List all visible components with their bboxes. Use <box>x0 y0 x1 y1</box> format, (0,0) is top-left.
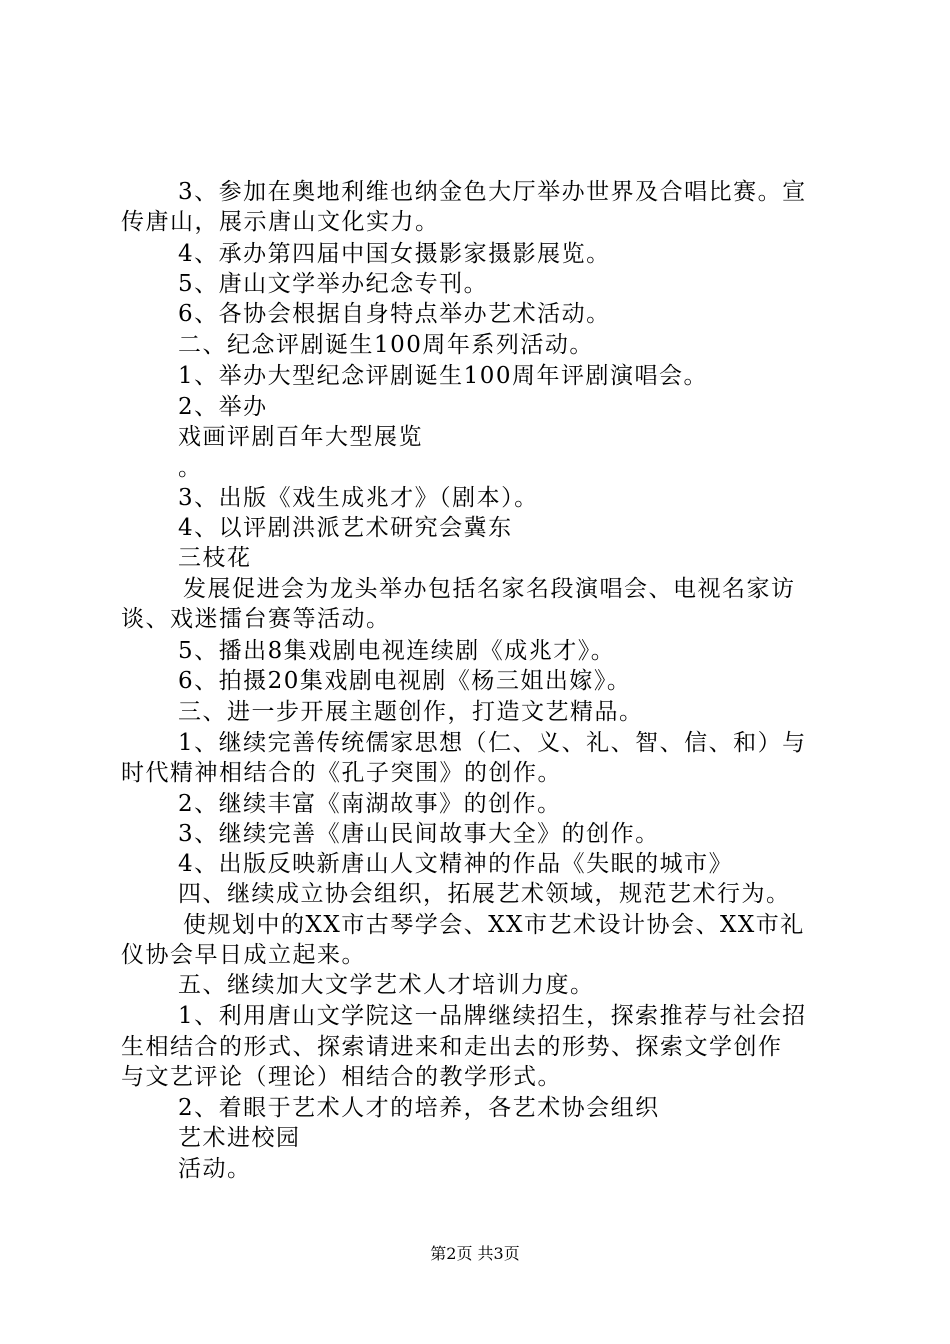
text-line: 6、拍摄20集戏剧电视剧《杨三姐出嫁》。 <box>178 668 632 694</box>
text-line: 2、着眼于艺术人才的培养，各艺术协会组织 <box>178 1095 660 1121</box>
text-line: 五、继续加大文学艺术人才培训力度。 <box>178 972 595 998</box>
text-line: 时代精神相结合的《孔子突围》的创作。 <box>121 760 562 786</box>
text-line: 艺术进校园 <box>178 1125 301 1151</box>
page-number-footer: 第2页 共3页 <box>430 1244 520 1263</box>
text-line: 1、继续完善传统儒家思想（仁、义、礼、智、信、和）与 <box>178 730 807 756</box>
text-line: 3、继续完善《唐山民间故事大全》的创作。 <box>178 821 660 847</box>
text-line: 5、唐山文学举办纪念专刊。 <box>178 271 489 297</box>
text-line: 4、以评剧洪派艺术研究会冀东 <box>178 515 513 541</box>
text-line: 三、进一步开展主题创作，打造文艺精品。 <box>178 699 644 725</box>
text-line: 3、出版《戏生成兆才》（剧本）。 <box>178 485 539 511</box>
text-line: 1、举办大型纪念评剧诞生100周年评剧演唱会。 <box>178 363 709 389</box>
text-line: 4、承办第四届中国女摄影家摄影展览。 <box>178 241 611 267</box>
text-line: 与文艺评论（理论）相结合的教学形式。 <box>121 1064 562 1090</box>
text-line: 活动。 <box>178 1156 252 1182</box>
text-line: 戏画评剧百年大型展览 <box>178 424 423 450</box>
text-line: 6、各协会根据自身特点举办艺术活动。 <box>178 301 611 327</box>
text-line: 使规划中的XX市古琴学会、XX市艺术设计协会、XX市礼 <box>183 912 805 938</box>
text-line: 仪协会早日成立起来。 <box>121 942 366 968</box>
text-line: 。 <box>178 455 203 481</box>
text-line: 4、出版反映新唐山人文精神的作品《失眠的城市》 <box>178 851 734 877</box>
text-line: 5、播出8集戏剧电视连续剧《成兆才》。 <box>178 638 616 664</box>
text-line: 三枝花 <box>178 545 252 571</box>
text-line: 3、参加在奥地利维也纳金色大厅举办世界及合唱比赛。宣 <box>178 179 807 205</box>
text-line: 1、利用唐山文学院这一品牌继续招生，探索推荐与社会招 <box>178 1003 807 1029</box>
text-line: 谈、戏迷擂台赛等活动。 <box>121 606 391 632</box>
text-line: 二、纪念评剧诞生100周年系列活动。 <box>178 332 594 358</box>
text-line: 发展促进会为龙头举办包括名家名段演唱会、电视名家访 <box>183 576 796 602</box>
text-line: 四、继续成立协会组织，拓展艺术领域，规范艺术行为。 <box>178 881 791 907</box>
text-line: 2、继续丰富《南湖故事》的创作。 <box>178 791 562 817</box>
text-line: 传唐山，展示唐山文化实力。 <box>121 209 440 235</box>
text-line: 生相结合的形式、探索请进来和走出去的形势、探索文学创作 <box>121 1034 783 1060</box>
text-line: 2、举办 <box>178 394 268 420</box>
